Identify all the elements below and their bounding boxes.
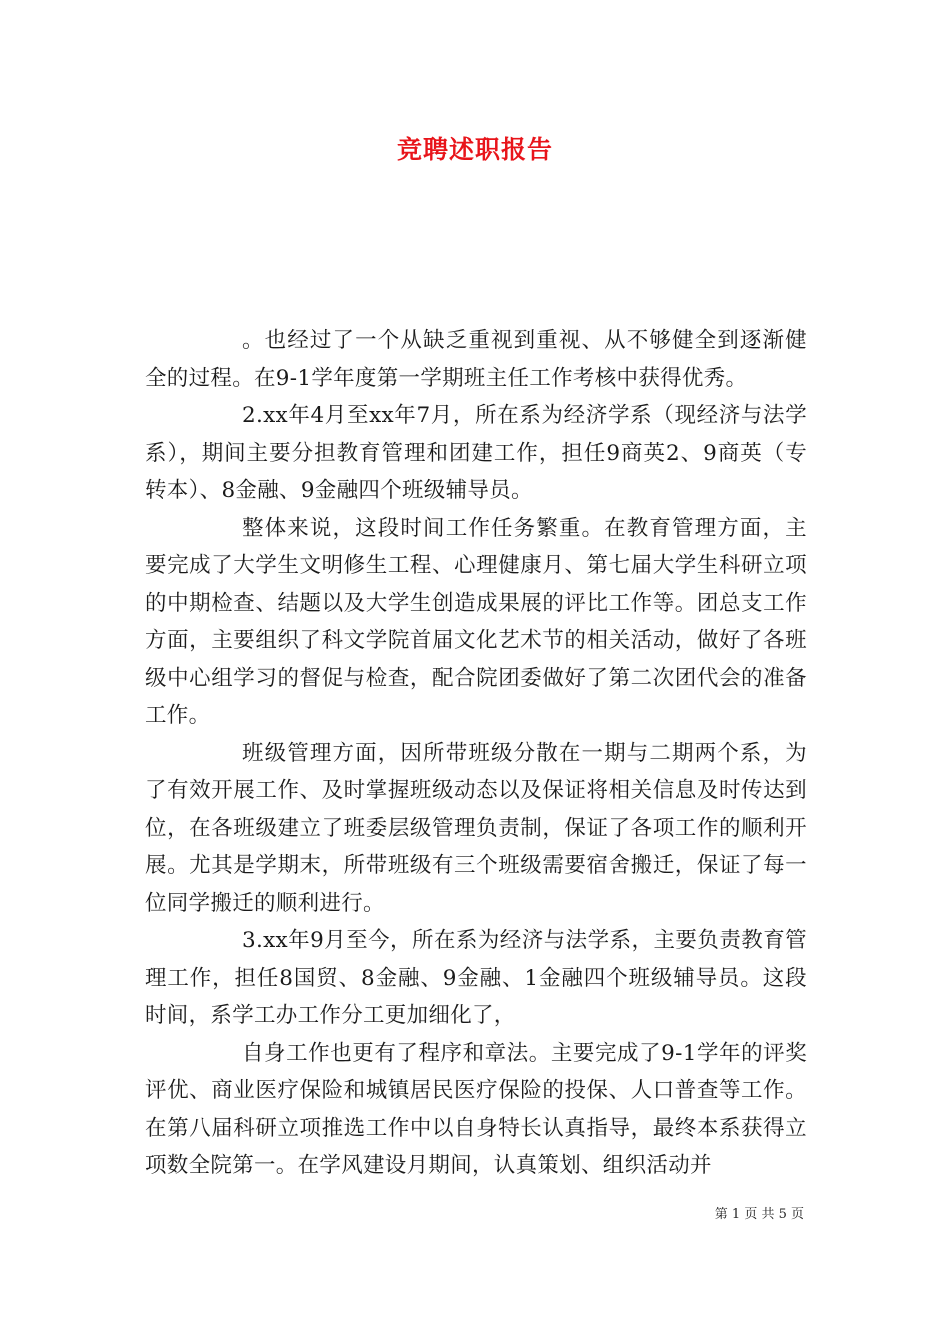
paragraph-2: 2.xx年4月至xx年7月，所在系为经济学系（现经济与法学系），期间主要分担教育管理和团建工作，担任9商英2、9商英（专转本）、8金融、9金融四个班级辅导员。 [145,403,807,503]
paragraph-3: 整体来说，这段时间工作任务繁重。在教育管理方面，主要完成了大学生文明修生工程、心理健康月、第七届大学生科研立项的中期检查、结题以及大学生创造成果展的评比工作等。团总支工作方面，主要组织了科文学院首届文化艺术节的相关活动，做好了各班级中心组学习的督促与检查，配合院团委做好了第二次团代会的准备工作。 [145,515,807,728]
document-body [145,322,807,1185]
paragraph-5: 3.xx年9月至今，所在系为经济与法学系，主要负责教育管理工作，担任8国贸、8金融、9金融、1金融四个班级辅导员。这段时间，系学工办工作分工更加细化了， [145,928,807,1028]
paragraph-6: 自身工作也更有了程序和章法。主要完成了9-1学年的评奖评优、商业医疗保险和城镇居民医疗保险的投保、人口普查等工作。在第八届科研立项推选工作中以自身特长认真指导，最终本系获得立项数全院第一。在学风建设月期间，认真策划、组织活动并 [145,1040,807,1178]
page-number-footer: 第 1 页 共 5 页 [714,1207,804,1222]
paragraph-1: 。也经过了一个从缺乏重视到重视、从不够健全到逐渐健全的过程。在9-1学年度第一学期班主任工作考核中获得优秀。 [145,328,807,391]
document-title: 竞聘述职报告 [396,135,553,164]
paragraph-4: 班级管理方面，因所带班级分散在一期与二期两个系，为了有效开展工作、及时掌握班级动态以及保证将相关信息及时传达到位，在各班级建立了班委层级管理负责制，保证了各项工作的顺利开展。尤其是学期末，所带班级有三个班级需要宿舍搬迁，保证了每一位同学搬迁的顺利进行。 [145,740,807,916]
